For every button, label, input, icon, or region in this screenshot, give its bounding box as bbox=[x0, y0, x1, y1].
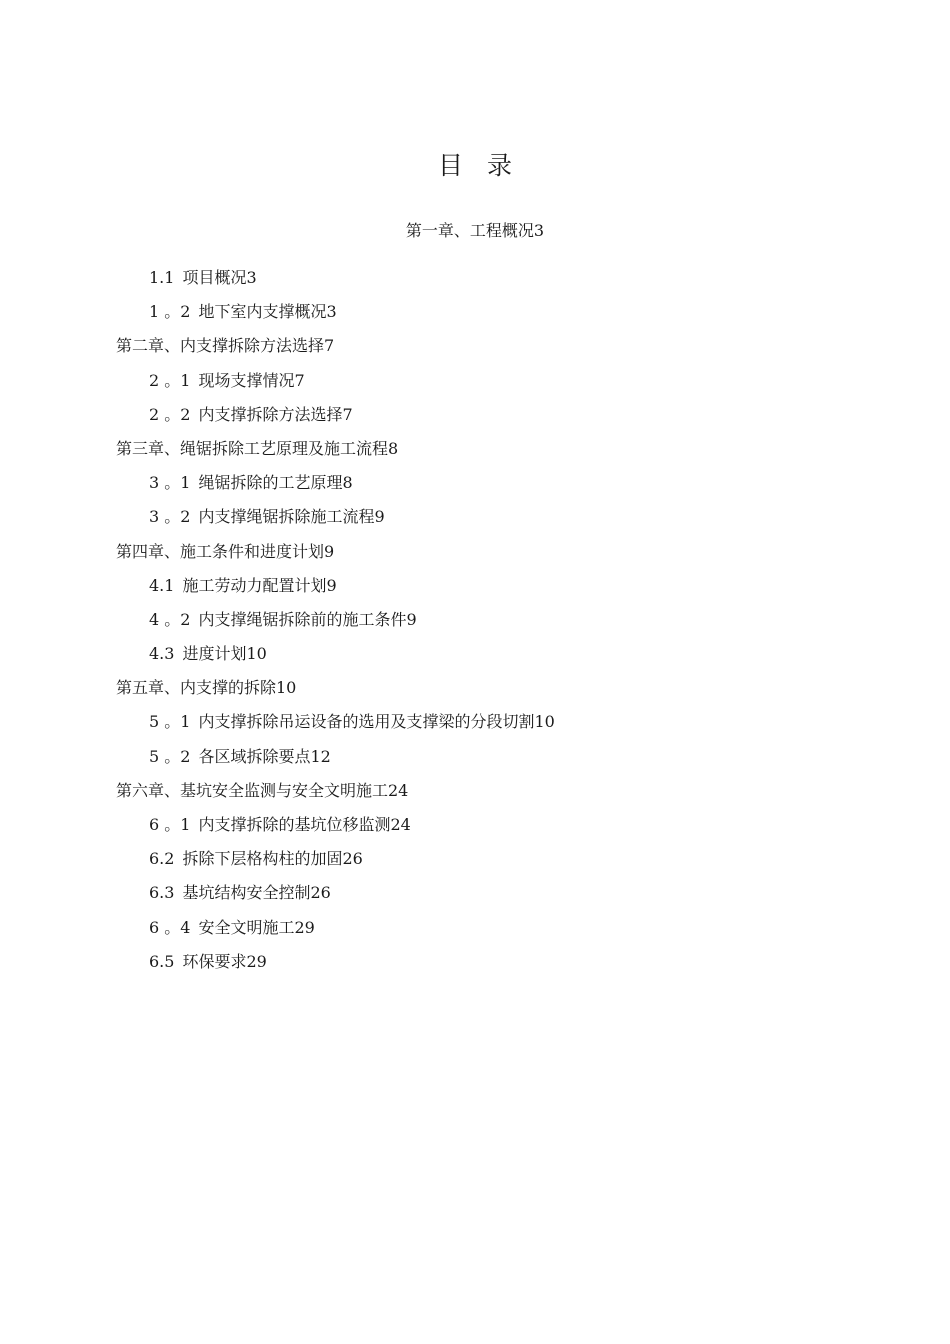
toc-entry-number: 2 。2 bbox=[149, 404, 191, 424]
toc-entry-text: 内支撑拆除方法选择7 bbox=[198, 404, 353, 424]
toc-entry-number: 6.5 bbox=[149, 951, 175, 971]
toc-list bbox=[0, 267, 950, 985]
toc-entry-number: 4.1 bbox=[149, 575, 175, 595]
toc-entry-text: 第六章、基坑安全监测与安全文明施工24 bbox=[116, 780, 409, 800]
toc-section-entry bbox=[0, 711, 950, 745]
toc-section-entry bbox=[0, 814, 950, 848]
toc-entry-number: 3 。2 bbox=[149, 507, 191, 527]
toc-entry-text: 基坑结构安全控制26 bbox=[182, 883, 331, 903]
toc-section-entry bbox=[0, 267, 950, 301]
toc-entry-text: 第二章、内支撑拆除方法选择7 bbox=[116, 336, 335, 356]
toc-section-entry bbox=[0, 951, 950, 985]
toc-section-entry bbox=[0, 848, 950, 882]
toc-entry-number: 5 。1 bbox=[149, 712, 191, 732]
toc-entry-text: 第三章、绳锯拆除工艺原理及施工流程8 bbox=[116, 438, 399, 458]
toc-entry-text: 内支撑拆除的基坑位移监测24 bbox=[198, 815, 411, 834]
toc-section-entry bbox=[0, 609, 950, 643]
toc-entry-number: 6 。4 bbox=[149, 917, 191, 937]
toc-section-entry bbox=[0, 506, 950, 540]
toc-entry-number: 4 。2 bbox=[149, 609, 191, 629]
toc-section-entry bbox=[0, 882, 950, 916]
toc-entry-number: 4.3 bbox=[149, 644, 175, 664]
toc-title: 目 录 bbox=[438, 151, 520, 180]
toc-entry-number: 6 。1 bbox=[149, 815, 191, 834]
toc-entry-text: 项目概况3 bbox=[182, 268, 257, 287]
toc-section-entry bbox=[0, 917, 950, 951]
toc-section-entry bbox=[0, 370, 950, 404]
toc-entry-number: 5 。2 bbox=[149, 746, 191, 766]
toc-entry-text: 内支撑绳锯拆除前的施工条件9 bbox=[198, 609, 417, 629]
toc-entry-number: 1 。2 bbox=[149, 302, 191, 322]
toc-section-entry bbox=[0, 643, 950, 677]
toc-section-entry bbox=[0, 404, 950, 438]
toc-chapter-entry bbox=[0, 438, 950, 472]
toc-entry-number: 1.1 bbox=[149, 268, 175, 287]
toc-entry-number: 6.2 bbox=[149, 849, 175, 869]
toc-section-entry bbox=[0, 301, 950, 335]
toc-entry-text: 安全文明施工29 bbox=[198, 917, 315, 937]
toc-entry-text: 拆除下层格构柱的加固26 bbox=[182, 849, 363, 869]
toc-entry-number: 3 。1 bbox=[149, 473, 191, 493]
toc-entry-text: 现场支撑情况7 bbox=[198, 370, 305, 390]
toc-entry-text: 各区域拆除要点12 bbox=[198, 746, 331, 766]
toc-entry-text: 进度计划10 bbox=[182, 644, 267, 664]
toc-chapter-entry bbox=[0, 780, 950, 814]
toc-entry-text: 绳锯拆除的工艺原理8 bbox=[198, 473, 353, 493]
toc-entry-text: 第四章、施工条件和进度计划9 bbox=[116, 541, 335, 561]
toc-entry-text: 第五章、内支撑的拆除10 bbox=[116, 678, 297, 698]
toc-entry-number: 6.3 bbox=[149, 883, 175, 903]
toc-chapter-entry bbox=[0, 541, 950, 575]
toc-section-entry bbox=[0, 575, 950, 609]
toc-chapter-entry bbox=[0, 335, 950, 369]
toc-entry-text: 内支撑绳锯拆除施工流程9 bbox=[198, 507, 385, 527]
toc-chapter-entry bbox=[0, 677, 950, 711]
toc-section-entry bbox=[0, 746, 950, 780]
toc-entry-text: 地下室内支撑概况3 bbox=[198, 302, 337, 322]
toc-entry-number: 2 。1 bbox=[149, 370, 191, 390]
toc-chapter-1: 第一章、工程概况3 bbox=[405, 221, 545, 240]
toc-entry-text: 环保要求29 bbox=[182, 951, 267, 971]
toc-section-entry bbox=[0, 472, 950, 506]
toc-entry-text: 内支撑拆除吊运设备的选用及支撑梁的分段切割10 bbox=[198, 712, 555, 732]
toc-entry-text: 施工劳动力配置计划9 bbox=[182, 575, 337, 595]
